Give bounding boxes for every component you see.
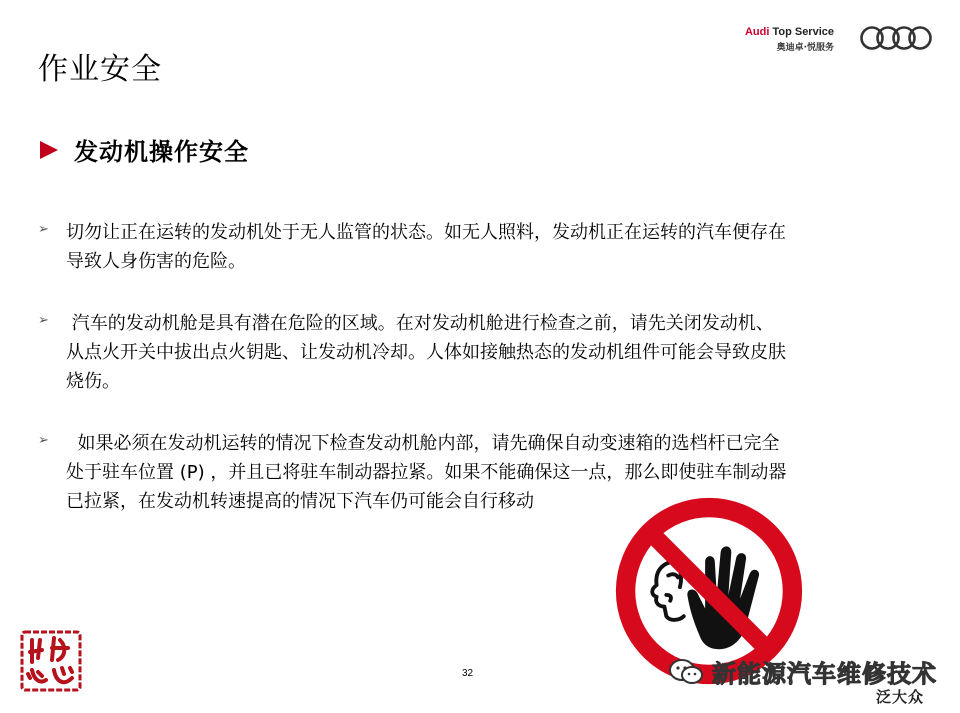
text-line: 处于驻车位置 (P) ，并且已将驻车制动器拉紧。如果不能确保这一点，那么即使驻车制动器 bbox=[66, 462, 787, 483]
brand-en-suffix: Top Service bbox=[772, 26, 834, 38]
bullet-arrow-icon: ➢ bbox=[38, 313, 49, 328]
text-line: 已拉紧，在发动机转速提高的情况下汽车仍可能会自行移动 bbox=[66, 491, 534, 512]
bullet-arrow-icon: ➢ bbox=[38, 433, 49, 448]
audi-logo-icon bbox=[858, 24, 938, 52]
triangle-right-icon bbox=[40, 141, 58, 159]
bullet-arrow-icon: ➢ bbox=[38, 222, 49, 237]
list-item bbox=[38, 218, 928, 276]
watermark-text: 新能源汽车维修技术 bbox=[712, 660, 937, 688]
text-line: 从点火开关中拔出点火钥匙、让发动机冷却。人体如接触热态的发动机组件可能会导致皮肤 bbox=[66, 342, 786, 363]
page-title: 作业安全 bbox=[38, 52, 162, 87]
watermark bbox=[668, 654, 937, 689]
bullet-text bbox=[66, 309, 786, 396]
brand-en-prefix: Audi bbox=[744, 26, 770, 38]
list-item bbox=[38, 309, 928, 396]
text-line: 导致人身伤害的危险。 bbox=[66, 251, 246, 272]
text-line: 汽车的发动机舱是具有潜在危险的区域。在对发动机舱进行检查之前，请先关闭发动机、 bbox=[66, 313, 774, 334]
brand-text bbox=[740, 26, 834, 53]
text-line: 切勿让正在运转的发动机处于无人监管的状态。如无人照料，发动机正在运转的汽车便存在 bbox=[66, 222, 786, 243]
brand-cn: 奥迪卓·悦服务 bbox=[776, 43, 834, 53]
text-line: 烧伤。 bbox=[66, 371, 120, 392]
wechat-icon bbox=[668, 658, 704, 686]
seal-stamp-icon bbox=[18, 628, 84, 694]
section-heading bbox=[40, 132, 249, 167]
section-title: 发动机操作安全 bbox=[74, 138, 249, 166]
bullet-text bbox=[66, 218, 786, 276]
vw-logo-text: 泛大众 bbox=[876, 688, 925, 706]
text-line: 如果必须在发动机运转的情况下检查发动机舱内部，请先确保自动变速箱的选档杆已完全 bbox=[66, 433, 780, 454]
page-number: 32 bbox=[462, 668, 474, 679]
brand-en bbox=[740, 26, 834, 38]
